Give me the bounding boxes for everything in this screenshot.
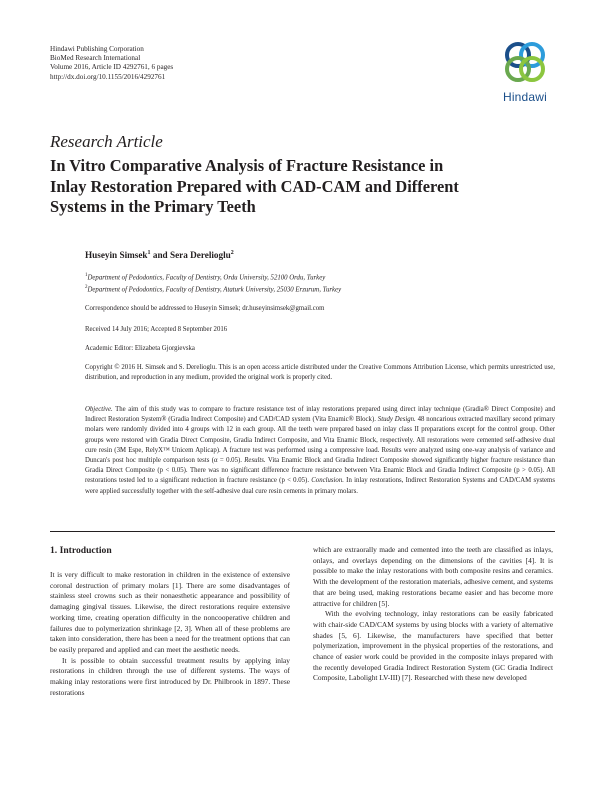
body-column-right: [313, 545, 553, 684]
journal-header: [50, 45, 173, 82]
hindawi-wordmark: Hindawi: [502, 90, 548, 104]
title-line: Systems in the Primary Teeth: [50, 197, 256, 216]
title-line: In Vitro Comparative Analysis of Fracture Resistance in: [50, 156, 444, 175]
author-affil-mark: 1: [147, 250, 151, 256]
abstract-objective: The aim of this study was to compare to fracture resistance test of inlay restorations prepared using direct inlay technique (Gradia® Direct Composite) and Indirect Restoration System® (Gradia Indirect Composite) and CAD/CAD system (Vita Enamic® Block).: [85, 406, 555, 424]
affiliation-text: Department of Pedodontics, Faculty of Dentistry, Ordu University, 52100 Ordu, Turkey: [87, 274, 326, 282]
abstract-label-objective: Objective.: [85, 406, 113, 413]
section-heading: 1. Introduction: [50, 545, 112, 556]
abstract-label-results: Results.: [244, 457, 266, 465]
article-type: Research Article: [50, 132, 163, 151]
affiliation: [85, 271, 325, 282]
abstract-design: 48 noncarious extracted maxillary second primary molars were randomly divided into 4 groups with 12 in each group. All the teeth were prepared based on inlay class II preparations except for the control group. Other groups were restored with Gradia Direct Composite, Gradia Indirect Composite, and Vita Enamic Block, respectively. All restorations were cemented self-adhesive dual cure resin (3M Espe, RelyX™ Unicem Aplicap). A fracture test was performed using a compressive load. Results were analyzed using one-way analysis of variance and Duncan's post hoc multiple comparison tests (α = 0.05).: [85, 416, 555, 465]
author-list: [85, 250, 234, 260]
abstract-conclusion: In inlay restorations, Indirect Restoration Systems and CAD/CAM systems were applied successfully together with the self-adhesive dual cure resin cements in primary molars.: [85, 477, 555, 495]
body-column-left: [50, 570, 290, 698]
journal-line: BioMed Research International: [50, 54, 141, 63]
paragraph: which are extraorally made and cemented into the teeth are classified as inlays, onlays, and overlays depending on the dimensions of the cavities [4]. It is possible to make the inlay restorations with both composite resins and ceramics. With the development of the restoration materials, adhesive cement, and systems that are being used, making restorations became easier and has become more attractive for children [5].: [313, 545, 553, 608]
abstract-label-conclusion: Conclusion.: [311, 477, 344, 485]
author-conjunction: and: [150, 250, 170, 261]
correspondence: Correspondence should be addressed to Huseyin Simsek; dr.huseyinsimsek@gmail.com: [85, 305, 325, 312]
author-affil-mark: 2: [230, 250, 234, 256]
hindawi-logo: [496, 37, 554, 107]
paragraph: It is possible to obtain successful treatment results by applying inlay restorations in children through the use of different systems. The ways of making inlay restorations were first introduced by Dr. Philbrook in 1897. These restorations: [50, 655, 290, 697]
affiliation-text: Department of Pedodontics, Faculty of Dentistry, Ataturk University, 25030 Erzurum, Turkey: [87, 286, 342, 294]
title-line: Inlay Restoration Prepared with CAD-CAM and Different: [50, 176, 459, 196]
hindawi-rings-icon: [496, 37, 554, 89]
academic-editor: Academic Editor: Elizabeta Gjorgievska: [85, 345, 195, 352]
publisher-line: Hindawi Publishing Corporation: [50, 45, 144, 53]
abstract: [85, 405, 555, 497]
affiliation-mark: 2: [85, 285, 88, 290]
section-divider: [50, 531, 555, 532]
affiliation: [85, 283, 341, 294]
paragraph: It is very difficult to make restoration in children in the existence of extensive coronal destruction of primary molars [1]. There are some disadvantages of stainless steel crowns such as their nonaesthetic appearance and possibility of damaging gingival tissues. Likewise, the direct restorations require extensive working time, creating operation difficulty in the noncooperative children and failures due to polymerization shrinkage [2, 3]. When all of these problems are taken into consideration, there has been a need for the treatment options that can be easily prepared and applied and can meet the aesthetic needs.: [50, 570, 290, 654]
author-name: Sera Derelioglu: [169, 250, 231, 261]
copyright-notice: Copyright © 2016 H. Simsek and S. Derelioglu. This is an open access article distributed under the Creative Commons Attribution License, which permits unrestricted use, distribution, and reproduction in any medium, provided the original work is properly cited.: [85, 364, 555, 381]
received-dates: Received 14 July 2016; Accepted 8 September 2016: [85, 326, 228, 333]
doi-link[interactable]: http://dx.doi.org/10.1155/2016/4292761: [50, 72, 166, 81]
affiliation-mark: 1: [85, 273, 88, 278]
volume-line: Volume 2016, Article ID 4292761, 6 pages: [50, 63, 174, 72]
paragraph: With the evolving technology, inlay restorations can be easily fabricated with chair-side CAD/CAM systems by using blocks with a variety of alternative shades [5, 6]. Likewise, the manufacturers have specified that better polymerization, improvement in the physical properties of the restorations, and chance of easier work could be provided in the composite inlays prepared with the recently developed Gradia Indirect Restoration System (GC Gradia Indirect Composite, Labolight LV-III) [7]. Researched with these new developed: [313, 609, 553, 683]
author-name: Huseyin Simsek: [85, 250, 148, 261]
abstract-results: Vita Enamic Block and Gradia Indirect Composite showed significantly higher fracture resistance than Gradia Direct Composite (p < 0.05). There was no significant difference fracture resistance between Vita Enamic Block and Gradia Indirect Composite (p > 0.05). All restorations tested led to a significant reduction in fracture resistance (p < 0.05).: [85, 457, 555, 485]
abstract-label-design: Study Design.: [377, 416, 416, 424]
article-title: [50, 156, 520, 218]
